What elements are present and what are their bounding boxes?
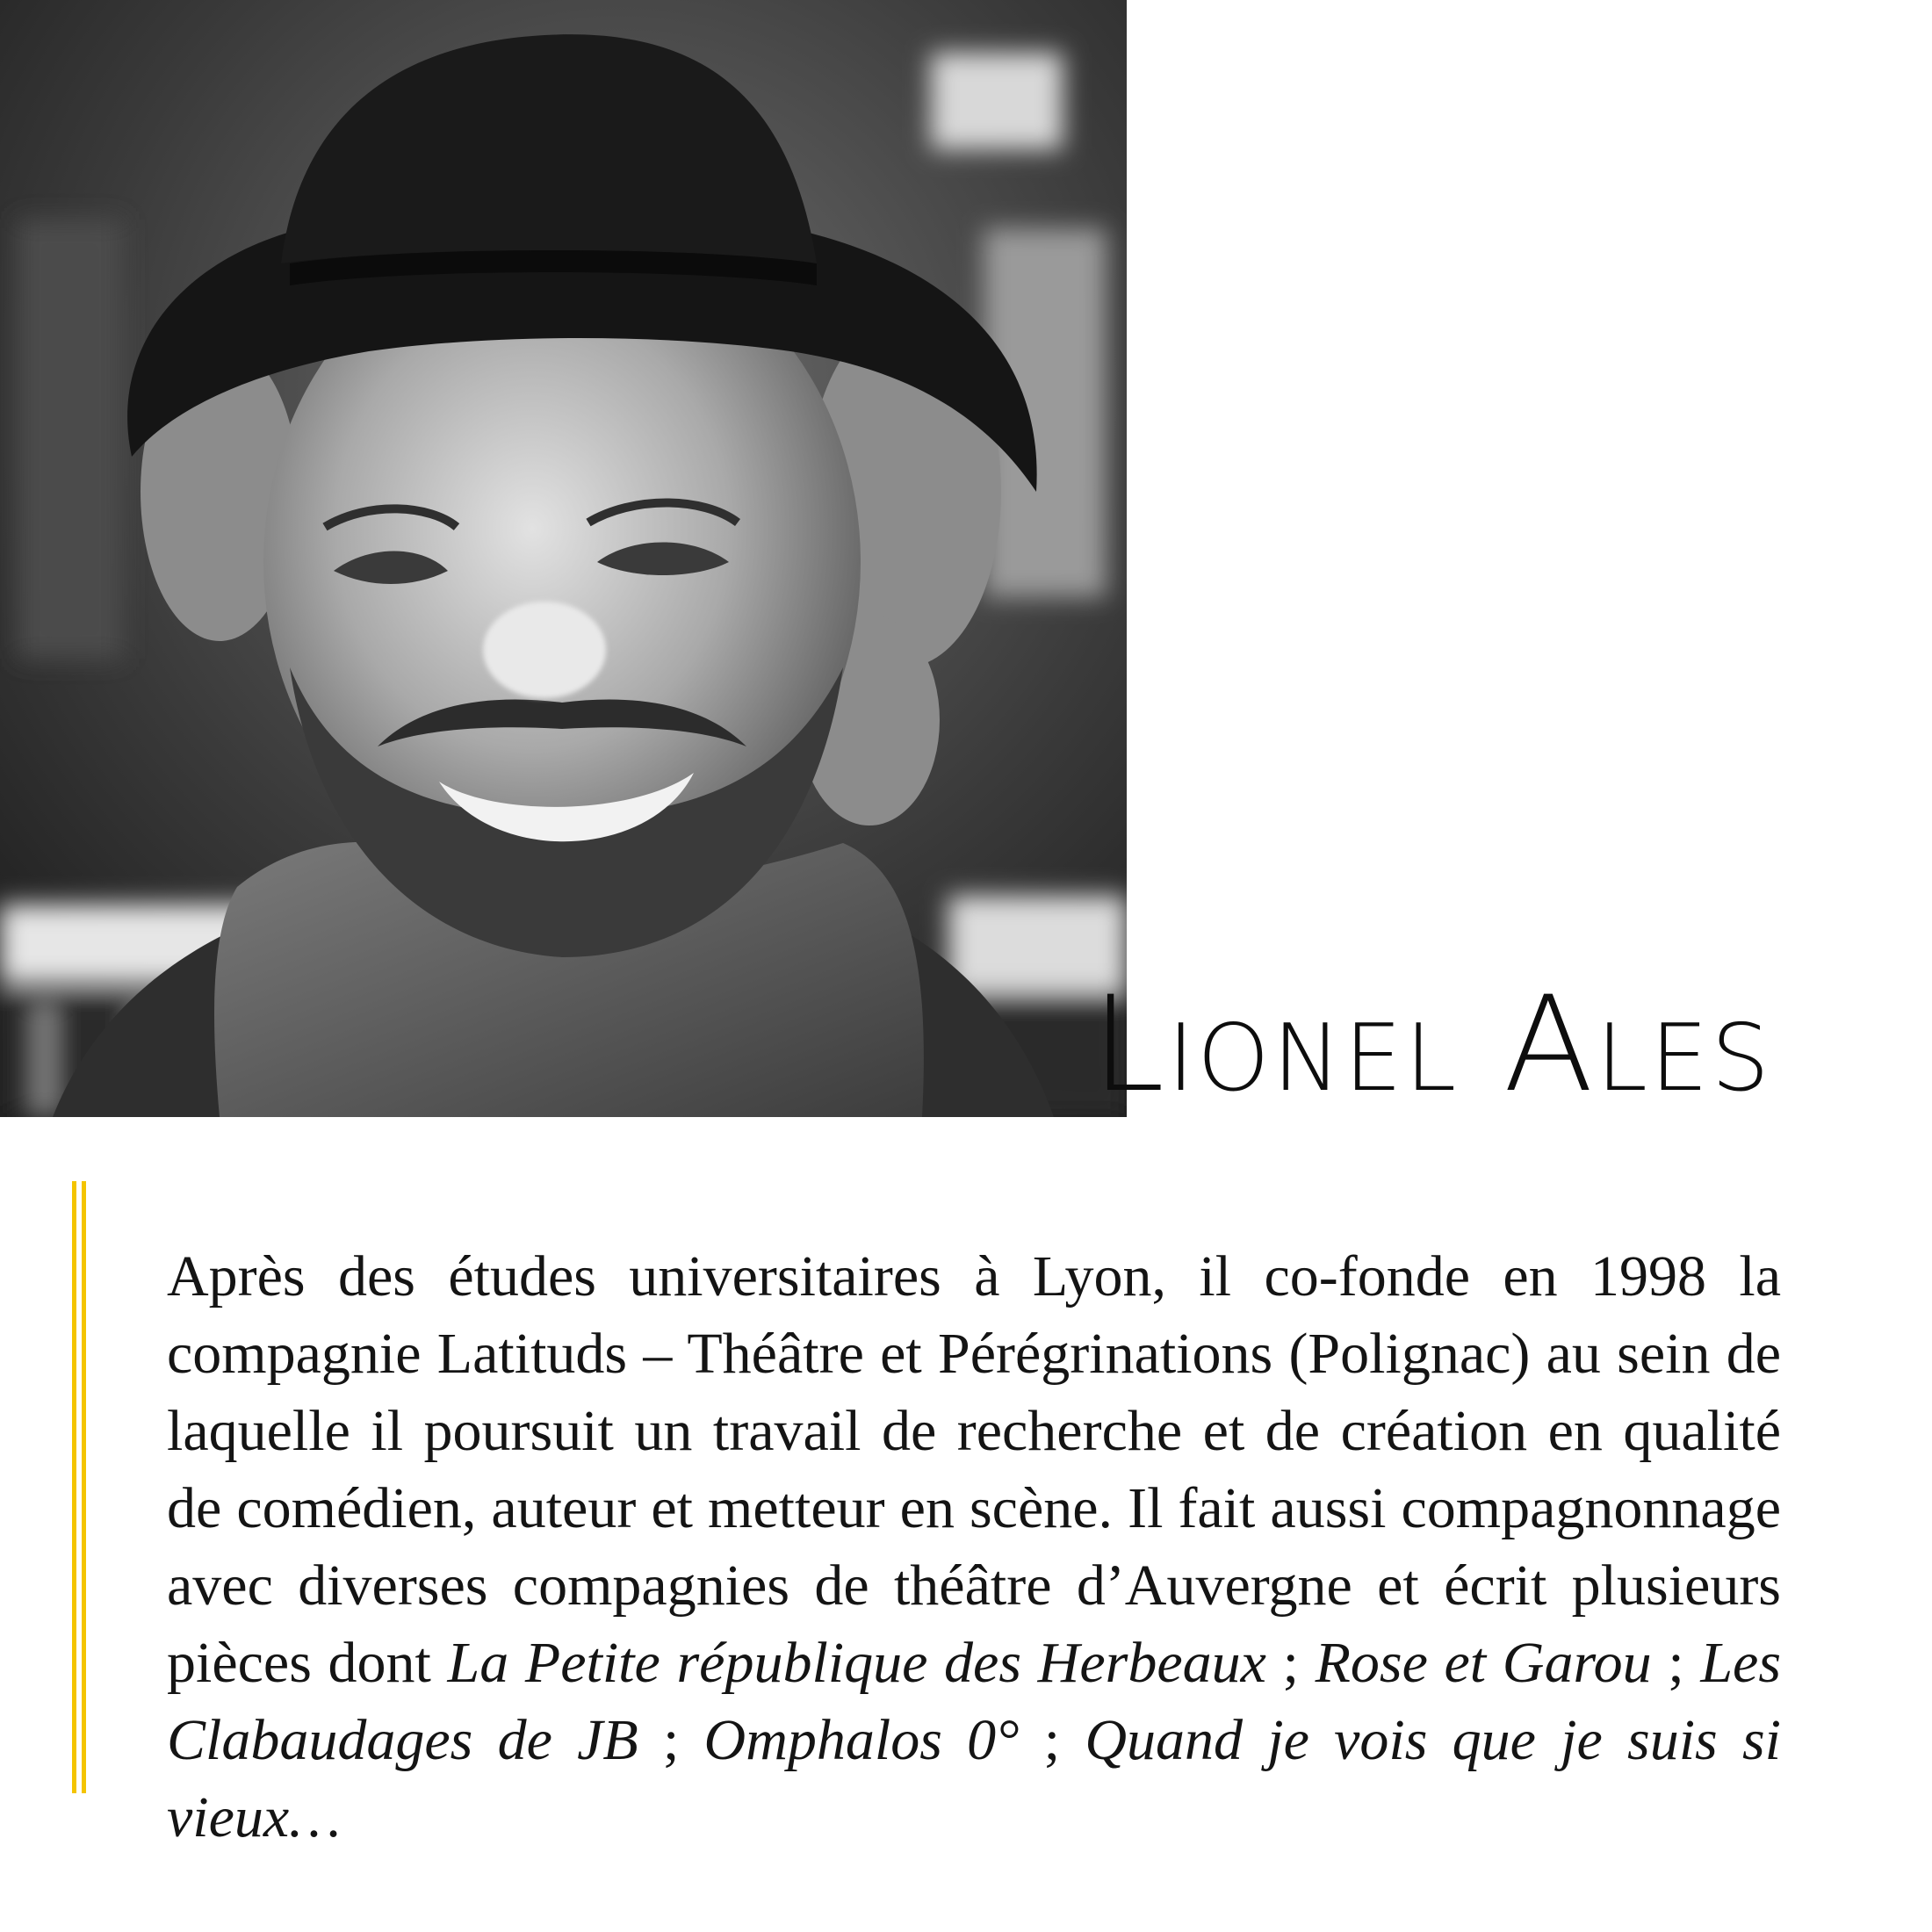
person-name: Lionel Ales <box>1091 969 1772 1121</box>
work-title: Rose et Garou <box>1315 1631 1652 1695</box>
work-separator: ; <box>1019 1708 1085 1772</box>
portrait-photo <box>0 0 1127 1117</box>
accent-bar <box>82 1181 86 1793</box>
accent-bar <box>72 1181 76 1793</box>
work-title: Les Clabaudages de JB <box>167 1631 1782 1772</box>
portrait-illustration <box>0 0 1127 1117</box>
accent-double-bar <box>72 1181 86 1793</box>
work-title: La Petite république des Herbeaux <box>447 1631 1266 1695</box>
work-separator: ; <box>1265 1631 1316 1695</box>
work-title: Quand je vois que je suis si vieux… <box>167 1708 1781 1849</box>
biography-paragraph <box>167 1238 1781 1856</box>
work-separator: ; <box>638 1708 704 1772</box>
work-title: Omphalos 0° <box>703 1708 1020 1772</box>
biography-intro: Après des études universitaires à Lyon, il co-fonde en 1998 la compagnie Latituds – Théâtre et Pérégrinations (Polignac) au sein de laquelle il poursuit un travail de recherche et de création en qualité de comédien, auteur et metteur en scène. Il fait aussi compagnonnage avec diverses compagnies de théâtre d’Auvergne et écrit plusieurs pièces dont <box>167 1244 1781 1695</box>
work-separator: ; <box>1651 1631 1701 1695</box>
